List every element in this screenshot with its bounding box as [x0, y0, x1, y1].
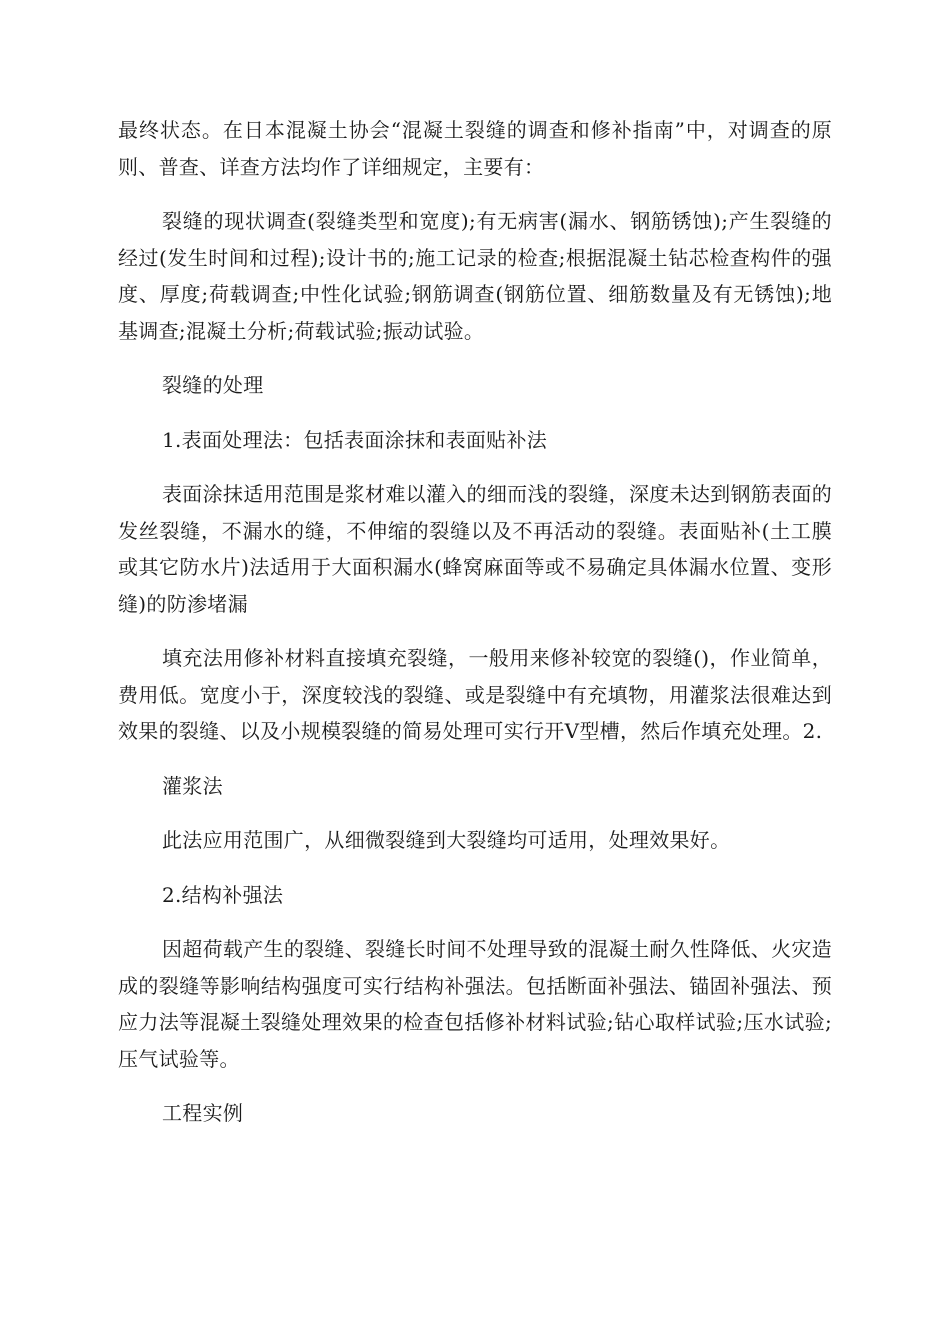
paragraph-structural-reinforcement: 因超荷载产生的裂缝、裂缝长时间不处理导致的混凝土耐久性降低、火灾造成的裂缝等影响结构强度可实行结构补强法。包括断面补强法、锚固补强法、预应力法等混凝土裂缝处理效果的检查包括修补材料试验;钻心取样试验;压水试验;压气试验等。: [118, 937, 832, 1071]
document-page: [118, 112, 832, 1150]
paragraph-survey-items: 裂缝的现状调查(裂缝类型和宽度);有无病害(漏水、钢筋锈蚀);产生裂缝的经过(发生时间和过程);设计书的;施工记录的检查;根据混凝土钻芯检查构件的强度、厚度;荷载调查;中性化试验;钢筋调查(钢筋位置、细筋数量及有无锈蚀);地基调查;混凝土分析;荷载试验;振动试验。: [118, 209, 832, 343]
heading-crack-treatment: 裂缝的处理: [162, 373, 264, 397]
heading-structural-reinforcement: 2.结构补强法: [162, 882, 284, 907]
heading-surface-treatment: 1.表面处理法：包括表面涂抹和表面贴补法: [162, 427, 548, 452]
heading-grouting: 灌浆法: [162, 773, 223, 798]
paragraph-surface-coating: 表面涂抹适用范围是浆材难以灌入的细而浅的裂缝，深度未达到钢筋表面的发丝裂缝，不漏水的缝，不伸缩的裂缝以及不再活动的裂缝。表面贴补(土工膜或其它防水片)法适用于大面积漏水(蜂窝麻面等或不易确定具体漏水位置、变形缝)的防渗堵漏: [118, 482, 832, 616]
paragraph-filling-method: 填充法用修补材料直接填充裂缝，一般用来修补较宽的裂缝()，作业简单，费用低。宽度小于，深度较浅的裂缝、或是裂缝中有充填物，用灌浆法很难达到效果的裂缝、以及小规模裂缝的简易处理可实行开V型槽，然后作填充处理。2.: [118, 646, 832, 743]
paragraph-grouting: 此法应用范围广，从细微裂缝到大裂缝均可适用，处理效果好。: [162, 828, 731, 852]
heading-engineering-example: 工程实例: [162, 1101, 244, 1125]
paragraph-intro: 最终状态。在日本混凝土协会“混凝土裂缝的调查和修补指南”中，对调查的原则、普查、详查方法均作了详细规定，主要有：: [118, 118, 832, 179]
